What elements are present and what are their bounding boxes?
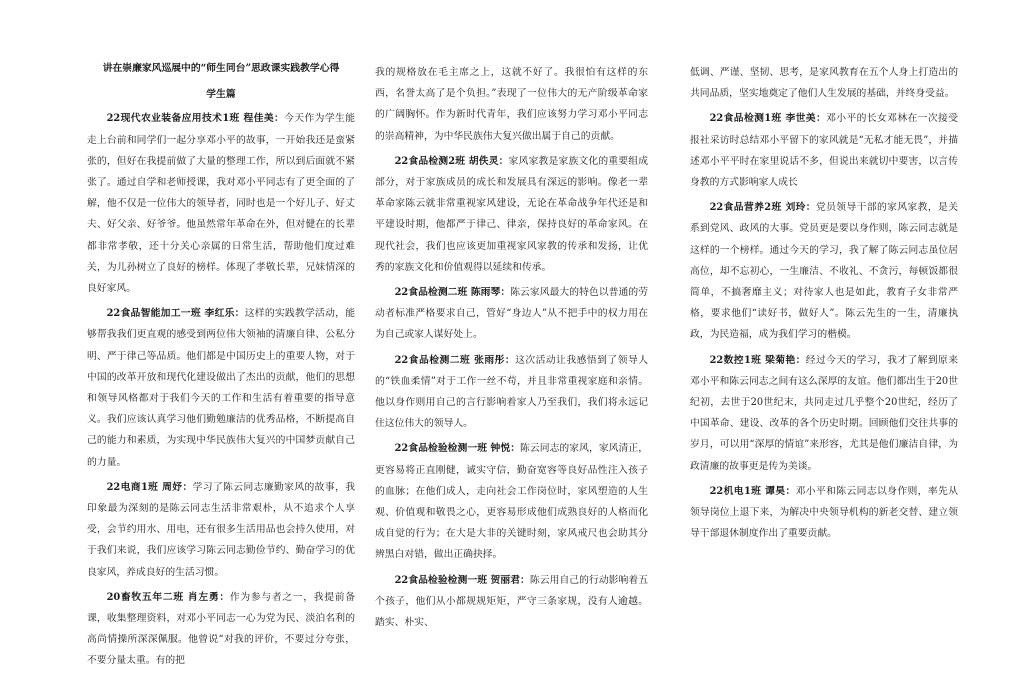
paragraph-text: 今天作为学生能走上台前和同学们一起分享邓小平的故事，一开始我还是蛮紧张的，但好在我提前做了大量的整理工作，所以到后面就不紧张了。通过自学和老师授课，我对邓小平同志有了更全面的了解，他不仅是一位伟大的领导者，同时也是一个好儿子、好丈夫、好父亲、好爷爷。他虽然常年革命在外，但对健在的长辈都非常孝敬，还十分关心亲属的日常生活，帮助他们度过难关，为儿孙树立了良好的榜样。体现了孝敬长辈，兄妹情深的良好家风。	[87, 113, 355, 295]
paragraph-text: 经过今天的学习，我才了解到原来邓小平和陈云同志之间有这么深厚的友谊。他们都出生于20世纪初，去世于20世纪末，共同走过几乎整个20世纪，经历了中国革命、建设、改革的各个历史时期。回顾他们交往共事的岁月，可以用“深厚的情谊”来形容，尤其是他们廉洁自律，为政清廉的故事更是传为美谈。	[690, 354, 958, 472]
student-name: 22数控1班 梁菊艳：	[709, 354, 806, 366]
paragraph-text: 陈云用自己的行动影响着五个孩子，他们从小都规规矩矩，严守三条家规，没有人逾越。踏实、朴实、	[375, 574, 649, 629]
testimonial-paragraph	[375, 570, 648, 634]
student-name: 22食品检验检测一班 贺丽君：	[394, 574, 530, 586]
paragraph-text: 我的规格放在毛主席之上，这就不好了。我很怕有这样的东西，名誉太高了是个负担。”表现了一位伟大的无产阶级革命家的广阔胸怀。作为新时代青年，我们应该努力学习邓小平同志的崇高精神，为中华民族伟大复兴做出属于自己的贡献。	[375, 67, 648, 142]
paragraph-text: 陈云家风最大的特色以普通的劳动者标准严格要求自己，管好“身边人”从不把手中的权力用在为自己或家人谋好处上。	[375, 287, 649, 341]
testimonial-paragraph	[375, 62, 648, 147]
testimonial-paragraph	[87, 108, 355, 299]
testimonial-paragraph	[87, 587, 355, 672]
paragraph-text: 家风家教是家族文化的重要组成部分，对于家族成员的成长和发展具有深远的影响。像老一辈革命家陈云就非常重视家风建设，无论在革命战争年代还是和平建设时期，他都严于律己、律亲，保持良好的革命家风。在现代社会，我们也应该更加重视家风家教的传承和发扬，让优秀的家族文化和价值观得以延续和传承。	[375, 155, 648, 273]
column-1-body	[87, 108, 355, 671]
testimonial-paragraph	[690, 197, 958, 345]
student-name: 22食品检测二班 张雨彤：	[394, 354, 516, 366]
testimonial-paragraph	[375, 350, 648, 435]
testimonial-paragraph	[375, 282, 648, 346]
student-name: 22食品检测二班 陈雨琴：	[394, 287, 511, 299]
column-2	[375, 62, 648, 637]
column-2-body	[375, 62, 648, 633]
paragraph-text: 邓小平和陈云同志以身作则，率先从领导岗位上退下来，为解决中央领导机构的新老交替、建立领导干部退休制度作出了重要贡献。	[690, 485, 958, 540]
document-title: 讲在崇廉家风巡展中的“师生同台”思政课实践教学心得	[102, 63, 340, 74]
paragraph-text: 陈云同志的家风，家风清正，更容易将正直刚健，诚实守信，勤奋宽容等良好品性注入孩子的血脉；在他们成人，走向社会工作岗位时，家风塑造的人生观、价值观和敬畏之心，更容易形成他们成熟良好的人格而化成自觉的行为；在大是大非的关键时刻，家风戒尺也会助其分辨黑白对错，做出正确抉择。	[375, 443, 648, 561]
column-3	[690, 62, 958, 548]
paragraph-text: 学习了陈云同志廉勤家风的故事，我印象最为深刻的是陈云同志生活非常艰朴，从不追求个人享受，会节约用水、用电，还有很多生活用品也会持久使用，对于我们来说，我们应该学习陈云同志勤俭节约、勤奋学习的优良家风，养成良好的生活习惯。	[87, 481, 355, 578]
testimonial-paragraph	[690, 350, 958, 477]
testimonial-paragraph	[375, 151, 648, 278]
column-3-body	[690, 62, 958, 544]
student-name: 22食品检测2班 胡佚灵：	[394, 155, 509, 167]
testimonial-paragraph	[375, 438, 648, 565]
testimonial-paragraph	[690, 481, 958, 545]
student-name: 22食品检验检测一班 钟悦：	[394, 443, 521, 455]
testimonial-paragraph	[87, 477, 355, 583]
student-name: 22现代农业装备应用技术1班 程佳美：	[106, 113, 285, 125]
student-name: 22食品检测1班 李世美：	[709, 113, 827, 125]
student-name: 22食品智能加工一班 李红乐：	[106, 308, 245, 320]
testimonial-paragraph	[690, 108, 958, 193]
testimonial-paragraph	[690, 62, 958, 104]
paragraph-text: 这样的实践教学活动，能够帮我我们更直观的感受到两位伟大领袖的清廉自律、公私分明、严于律己等品质。他们都是中国历史上的重要人物，对于中国的改革开放和现代化建设做出了杰出的贡献，他们的思想和领导风格都对于我们今天的工作和生活有着重要的指导意义。我们应该认真学习他们勤勉廉洁的优秀品格，不断提高自己的能力和素质，为实现中华民族伟大复兴的中国梦贡献自己的力量。	[87, 308, 355, 468]
document-subtitle: 学生篇	[206, 89, 236, 101]
testimonial-paragraph	[87, 303, 355, 473]
student-name: 22食品营养2班 刘玲：	[709, 202, 816, 214]
paragraph-text: 低调、严谨、坚韧、思考，是家风教育在五个人身上打造出的共同品质，坚实地奠定了他们人生发展的基础，并终身受益。	[690, 67, 958, 100]
column-1	[87, 58, 355, 676]
paragraph-text: 党员领导干部的家风家教，是关系到党风、政风的大事。党员更是要以身作则，陈云同志就是这样的一个榜样。通过今天的学习，我了解了陈云同志虽位居高位，却不忘初心，一生廉洁、不收礼、不贪污，每顿饭都很简单，不搞奢靡主义；对待家人也是如此，教育子女非常严格，要求他们“读好书，做好人”。陈云先生的一生，清廉执政，为民造福，成为我们学习的楷模。	[690, 202, 958, 341]
paragraph-text: 邓小平的长女邓林在一次接受报社采访时总结邓小平留下的家风就是“无私才能无畏”，并描述邓小平平时在家里说话不多，但说出来就切中要害，以言传身教的方式影响家人成长	[690, 113, 958, 189]
student-name: 22机电1班 谭昊：	[709, 485, 796, 497]
paragraph-text: 作为参与者之一，我提前备课，收集整理资料，对邓小平同志一心为党为民、淡泊名利的高尚情操所深深佩服。他曾说“对我的评价，不要过分夸张，不要分量太重。有的把	[87, 591, 356, 667]
student-name: 20畜牧五年二班 肖左勇：	[106, 591, 230, 603]
paragraph-text: 这次活动让我感悟到了领导人的“铁血柔情”对于工作一丝不苟，并且非常重视家庭和亲情。他以身作则用自己的言行影响着家人乃至我们，我们将永远记住这位伟大的领导人。	[375, 354, 648, 430]
student-name: 22电商1班 周妤：	[106, 481, 193, 493]
